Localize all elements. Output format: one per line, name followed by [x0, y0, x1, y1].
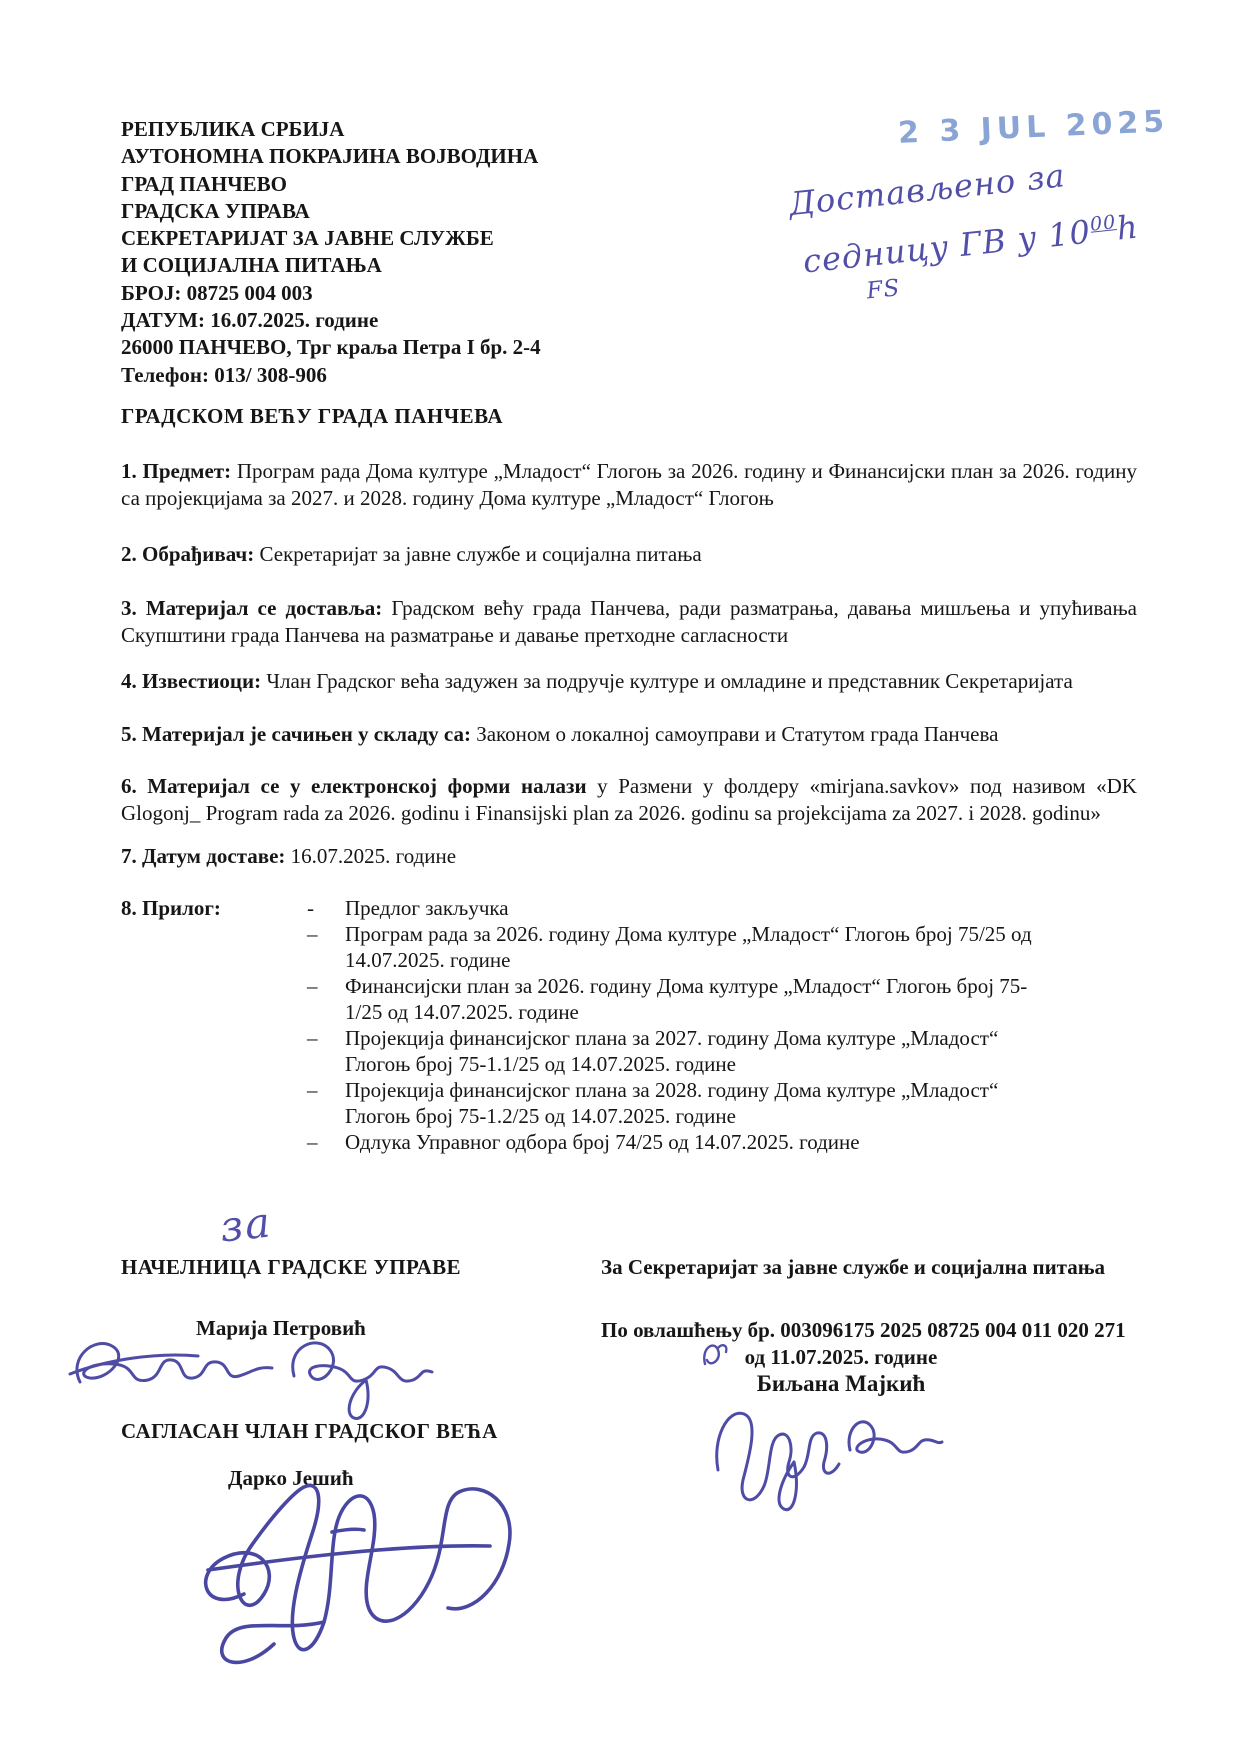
paragraph-text: Градском већу града Панчева, ради разматрања, давања мишљења и упућивања Скупштини града Панчева на разматрање и давање претходне сагласности	[121, 596, 1138, 647]
list-item: – Финансијски план за 2026. годину Дома културе „Младост“ Глогоњ број 75-1/25 од 14.07.2025. године	[307, 974, 1028, 1024]
letterhead	[121, 116, 541, 389]
paragraph-text: Програм рада Дома културе „Младост“ Глогоњ за 2026. годину и Финансијски план за 2026. годину са пројекцијама за 2027. и 2028. годину Дома културе „Младост“ Глогоњ	[121, 459, 1137, 510]
letterhead-line: СЕКРЕТАРИЈАТ ЗА ЈАВНЕ СЛУЖБЕ	[121, 226, 494, 251]
attachments-section	[121, 895, 1137, 1155]
letterhead-line: БРОЈ: 08725 004 003	[121, 280, 313, 305]
small-ink-mark	[698, 1336, 732, 1374]
paragraph-label: 5. Материјал је сачињен у складу са:	[121, 722, 471, 746]
handwritten-initials: FS	[865, 274, 902, 305]
list-dash: –	[307, 922, 318, 946]
letterhead-line: ГРАДСКА УПРАВА	[121, 198, 310, 223]
paragraph-reporters	[121, 668, 1137, 695]
letterhead-line: И СОЦИЈАЛНА ПИТАЊА	[121, 253, 382, 278]
paragraph-delivery-date	[121, 843, 1137, 870]
signature-darko-jesic	[182, 1472, 552, 1677]
paragraph-text: 16.07.2025. године	[285, 844, 457, 868]
signer-name-chief: Марија Петровић	[196, 1316, 366, 1340]
paragraph-label: 6. Материјал се у електронској форми налази	[121, 774, 587, 798]
signer-title-secretariat: За Секретаријат за јавне службе и социјална питања	[601, 1255, 1105, 1279]
paragraph-electronic-form	[121, 773, 1137, 827]
authorization-number: По овлашћењу бр. 003096175 2025 08725 004 011 020 271	[601, 1318, 1126, 1342]
paragraph-label: 1. Предмет:	[121, 459, 232, 483]
paragraph-subject	[121, 458, 1137, 512]
list-dash: –	[307, 1130, 318, 1154]
letterhead-line: Телефон: 013/ 308-906	[121, 362, 327, 387]
authorization-date: од 11.07.2025. године	[744, 1345, 938, 1369]
letterhead-line: ГРАД ПАНЧЕВО	[121, 171, 287, 196]
signature-marija-petrovic	[66, 1330, 438, 1428]
paragraph-delivery	[121, 595, 1137, 649]
signer-name-council-member: Дарко Јешић	[228, 1466, 354, 1490]
paragraph-processor	[121, 541, 1137, 568]
letterhead-line: АУТОНОМНА ПОКРАЈИНА ВОЈВОДИНА	[121, 144, 539, 169]
handwritten-za: за	[217, 1197, 275, 1252]
paragraph-label: 3. Материјал се доставља:	[121, 596, 383, 620]
paragraph-label: 2. Обрађивач:	[121, 542, 255, 566]
list-dash: –	[307, 1078, 318, 1102]
handwritten-note-line1: Достављено за	[787, 156, 1068, 224]
addressee-title: ГРАДСКОМ ВЕЋУ ГРАДА ПАНЧЕВА	[121, 404, 503, 428]
handwritten-note	[786, 134, 1217, 308]
letterhead-line: 26000 ПАНЧЕВО, Трг краља Петра I бр. 2-4	[121, 335, 541, 360]
list-item: – Одлука Управног одбора број 74/25 од 14.07.2025. године	[307, 1130, 860, 1154]
signer-title-council-member: САГЛАСАН ЧЛАН ГРАДСКОГ ВЕЋА	[121, 1419, 498, 1443]
paragraph-legal-basis	[121, 721, 1137, 748]
letterhead-line: ДАТУМ: 16.07.2025. године	[121, 308, 379, 333]
paragraph-label: 4. Известиоци:	[121, 669, 262, 693]
attachments-label: 8. Прилог:	[121, 896, 221, 920]
list-item: – Пројекција финансијског плана за 2028. годину Дома културе „Младост“ Глогоњ број 75-1.2/25 од 14.07.2025. године	[307, 1078, 999, 1128]
signer-name-secretariat: Биљана Мајкић	[756, 1371, 926, 1396]
signature-biljana-majkic	[698, 1382, 948, 1517]
list-item: – Програм рада за 2026. годину Дома културе „Младост“ Глогоњ број 75/25 од 14.07.2025. године	[307, 922, 1032, 972]
list-item: - Предлог закључка	[307, 896, 509, 920]
list-dash: -	[307, 896, 314, 920]
paragraph-text: у Размени у фолдеру «mirjana.savkov» под називом «DK Glogonj_ Program rada za 2026. godinu i Finansijski plan za 2026. godinu sa projekcijama za 2027. i 2028. godinu»	[121, 774, 1137, 825]
attachments-list	[307, 895, 1137, 1155]
date-stamp: 2 3 JUL 2025	[897, 104, 1170, 151]
signer-title-chief: НАЧЕЛНИЦА ГРАДСКЕ УПРАВЕ	[121, 1255, 461, 1279]
letterhead-line: РЕПУБЛИКА СРБИЈА	[121, 117, 345, 141]
list-item: – Пројекција финансијског плана за 2027. годину Дома културе „Младост“ Глогоњ број 75-1.1/25 од 14.07.2025. године	[307, 1026, 999, 1076]
list-dash: –	[307, 1026, 318, 1050]
paragraph-text: Члан Градског већа задужен за подручје културе и омладине и представник Секретаријата	[261, 669, 1073, 693]
paragraph-text: Секретаријат за јавне службе и социјална питања	[254, 542, 702, 566]
handwritten-note-line2: седницу ГВ у $10^{00}h$	[801, 207, 1141, 281]
list-dash: –	[307, 974, 318, 998]
paragraph-text: Законом о локалној самоуправи и Статутом града Панчева	[470, 722, 999, 746]
paragraph-label: 7. Датум доставе:	[121, 844, 286, 868]
